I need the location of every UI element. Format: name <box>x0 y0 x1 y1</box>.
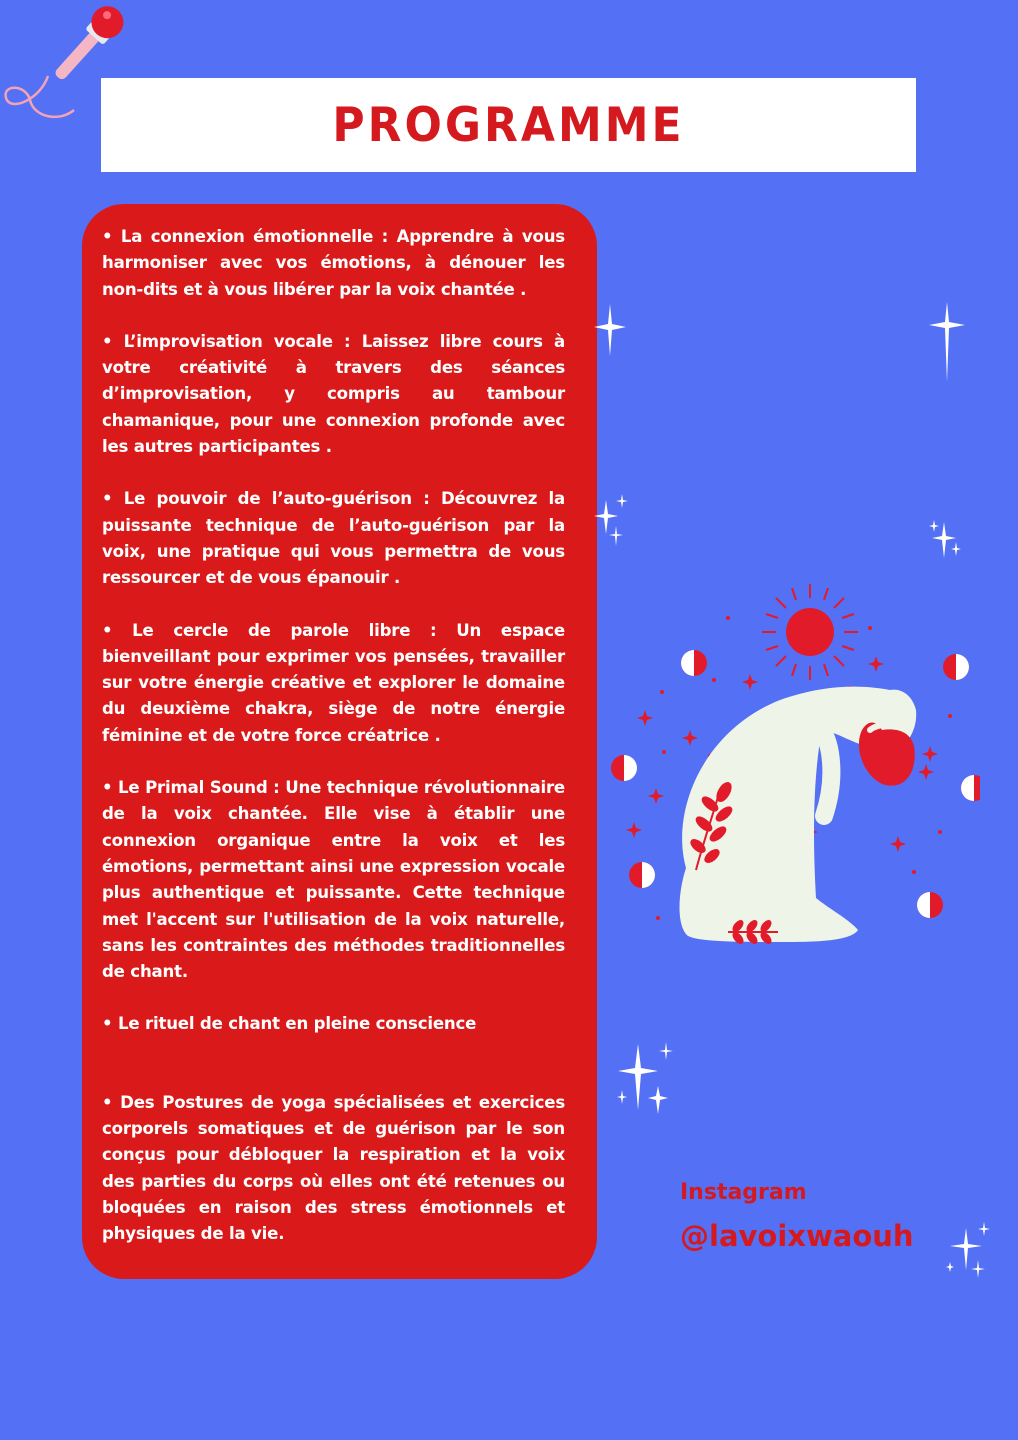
title-banner <box>101 78 916 172</box>
program-item-primal-sound: • Le Primal Sound : Une technique révolutionnaire de la voix chantée. Elle vise à établir une connexion organique entre la voix et les émotions, permettant ainsi une expression vocale plus authentique et puissante. Cette technique met l'accent sur l'utilisation de la voix naturelle, sans les contraintes des méthodes traditionnelles de chant. <box>102 778 565 982</box>
program-item-emotional-connection: • La connexion émotionnelle : Apprendre à vous harmoniser avec vos émotions, à dénouer les non-dits et à vous libérer par la voix chantée . <box>102 227 565 299</box>
sparkle-icon <box>928 518 964 562</box>
program-panel <box>82 204 597 1279</box>
sparkle-icon <box>590 300 640 360</box>
program-item-self-healing: • Le pouvoir de l’auto-guérison : Découvrez la puissante technique de l’auto-guérison par la voix, une pratique qui vous permettra de vous ressourcer et de vous épanouir . <box>102 489 565 588</box>
program-item-vocal-improvisation: • L’improvisation vocale : Laissez libre cours à votre créativité à travers des séances d’improvisation, y compris au tambour chamanique, pour une connexion profonde avec les autres participantes . <box>102 331 565 457</box>
yoga-figure-icon <box>680 687 917 945</box>
sparkle-icon <box>592 492 634 548</box>
page-title: PROGRAMME <box>332 97 685 153</box>
sparkle-icon <box>944 1220 996 1282</box>
program-item-speaking-circle: • Le cercle de parole libre : Un espace bienveillant pour exprimer vos pensées, travailler sur votre énergie créative et explorer le domaine du deuxième chakra, siège de notre énergie féminine et de votre force créatrice . <box>102 620 565 745</box>
instagram-label: Instagram <box>680 1180 807 1205</box>
program-item-yoga-postures: • Des Postures de yoga spécialisées et exercices corporels somatiques et de guérison par le son conçus pour débloquer la respiration et la voix des parties du corps où elles ont été retenues ou bloquées en raison des stress émotionnels et physiques de la vie. <box>102 1092 565 1244</box>
instagram-handle[interactable]: @lavoixwaouh <box>680 1219 914 1253</box>
sparkle-icon <box>925 300 975 385</box>
sparkle-icon <box>612 1038 678 1120</box>
yoga-illustration <box>600 570 980 960</box>
sun-icon <box>762 584 858 680</box>
program-item-singing-ritual: • Le rituel de chant en pleine conscience <box>102 1014 477 1034</box>
